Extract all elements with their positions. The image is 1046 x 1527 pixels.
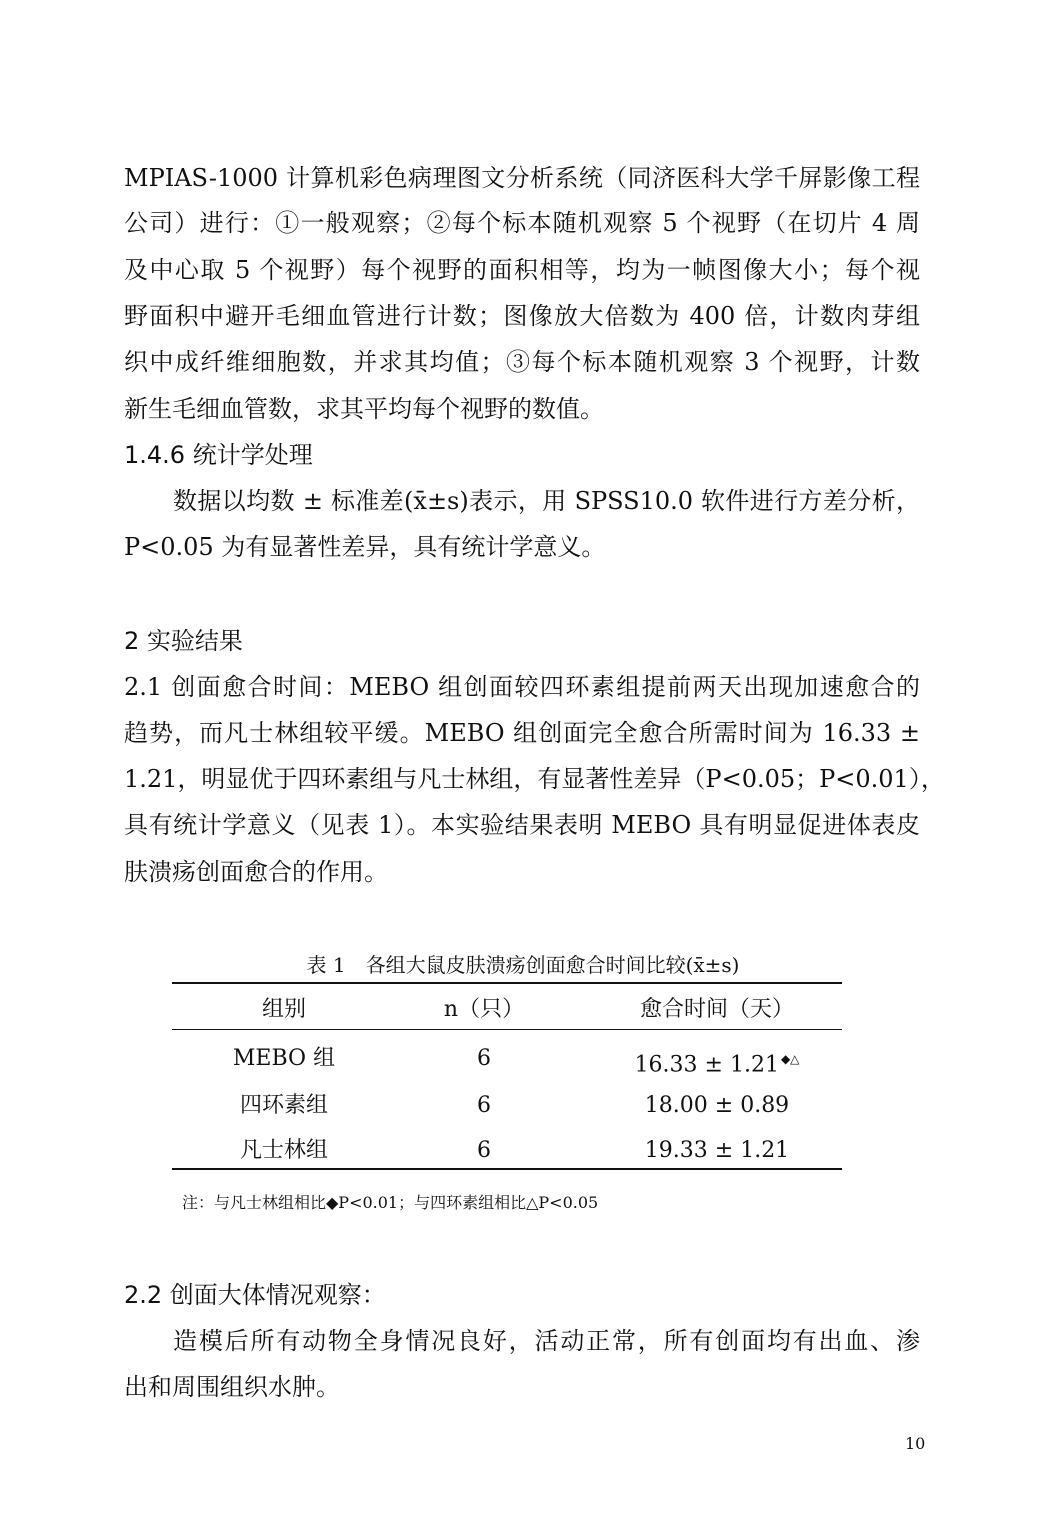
table-note: 注：与凡士林组相比◆P<0.01；与四环素组相比△P<0.05 [182, 1193, 599, 1212]
table-row-1-group: MEBO 组 [232, 1046, 336, 1071]
table-top-rule [172, 982, 842, 984]
paragraph1-line-3: 及中心取 5 个视野）每个视野的面积相等，均为一帧图像大小；每个视 [124, 256, 920, 284]
paragraph2-line-2: P<0.05 为有显著性差异，具有统计学意义。 [124, 533, 606, 561]
section-heading-2-2: 2.2 创面大体情况观察： [124, 1281, 386, 1309]
paragraph3-line-1: 2.1 创面愈合时间：MEBO 组创面较四环素组提前两天出现加速愈合的 [124, 673, 920, 701]
paragraph4-line-1: 造模后所有动物全身情况良好，活动正常，所有创面均有出血、渗 [173, 1327, 920, 1355]
section-heading-1-4-6: 1.4.6 统计学处理 [124, 441, 313, 469]
table-row-2-time: 18.00 ± 0.89 [644, 1093, 790, 1118]
paragraph3-line-4: 具有统计学意义（见表 1）。本实验结果表明 MEBO 具有明显促进体表皮 [124, 811, 920, 839]
table-header-time: 愈合时间（天） [639, 997, 794, 1022]
table-row-1-time-cell [572, 1045, 862, 1079]
table-caption: 表 1 各组大鼠皮肤溃疡创面愈合时间比较(x̄±s) [306, 953, 740, 977]
table-header-group: 组别 [261, 997, 306, 1022]
paragraph1-line-1: MPIAS-1000 计算机彩色病理图文分析系统（同济医科大学千屏影像工程 [124, 164, 920, 192]
table-row-1-time: 16.33 ± 1.21 [634, 1052, 779, 1078]
table-row-2-n: 6 [477, 1093, 491, 1118]
table-row-3-time: 19.33 ± 1.21 [644, 1138, 790, 1163]
table-row-3-n: 6 [477, 1138, 491, 1163]
paragraph1-line-6: 新生毛细血管数，求其平均每个视野的数值。 [124, 395, 604, 423]
paragraph4-line-2: 出和周围组织水肿。 [124, 1373, 340, 1401]
paragraph1-line-2: 公司）进行：①一般观察；②每个标本随机观察 5 个视野（在切片 4 周 [124, 209, 920, 237]
table-header-rule [172, 1029, 842, 1030]
section-heading-2: 2 实验结果 [124, 627, 243, 655]
paragraph1-line-4: 野面积中避开毛细血管进行计数；图像放大倍数为 400 倍，计数肉芽组 [124, 302, 920, 330]
table-row-2-group: 四环素组 [239, 1093, 328, 1118]
table-bottom-rule [172, 1168, 842, 1170]
paragraph3-line-2: 趋势，而凡士林组较平缓。MEBO 组创面完全愈合所需时间为 16.33 ± [124, 719, 920, 747]
table-row-3-group: 凡士林组 [239, 1138, 328, 1163]
paragraph1-line-5: 织中成纤维细胞数，并求其均值；③每个标本随机观察 3 个视野，计数 [124, 348, 920, 376]
table-header-n: n（只） [443, 997, 525, 1022]
paragraph3-line-5: 肤溃疡创面愈合的作用。 [124, 858, 388, 886]
table-row-1-mark: ◆△ [780, 1052, 800, 1066]
paragraph3-line-3: 1.21，明显优于四环素组与凡士林组，有显著性差异（P<0.05；P<0.01）， [124, 765, 945, 793]
table-row-1-n: 6 [477, 1046, 491, 1071]
page-number: 10 [905, 1434, 926, 1453]
paragraph2-line-1: 数据以均数 ± 标准差(x̄±s)表示，用 SPSS10.0 软件进行方差分析， [173, 487, 920, 515]
